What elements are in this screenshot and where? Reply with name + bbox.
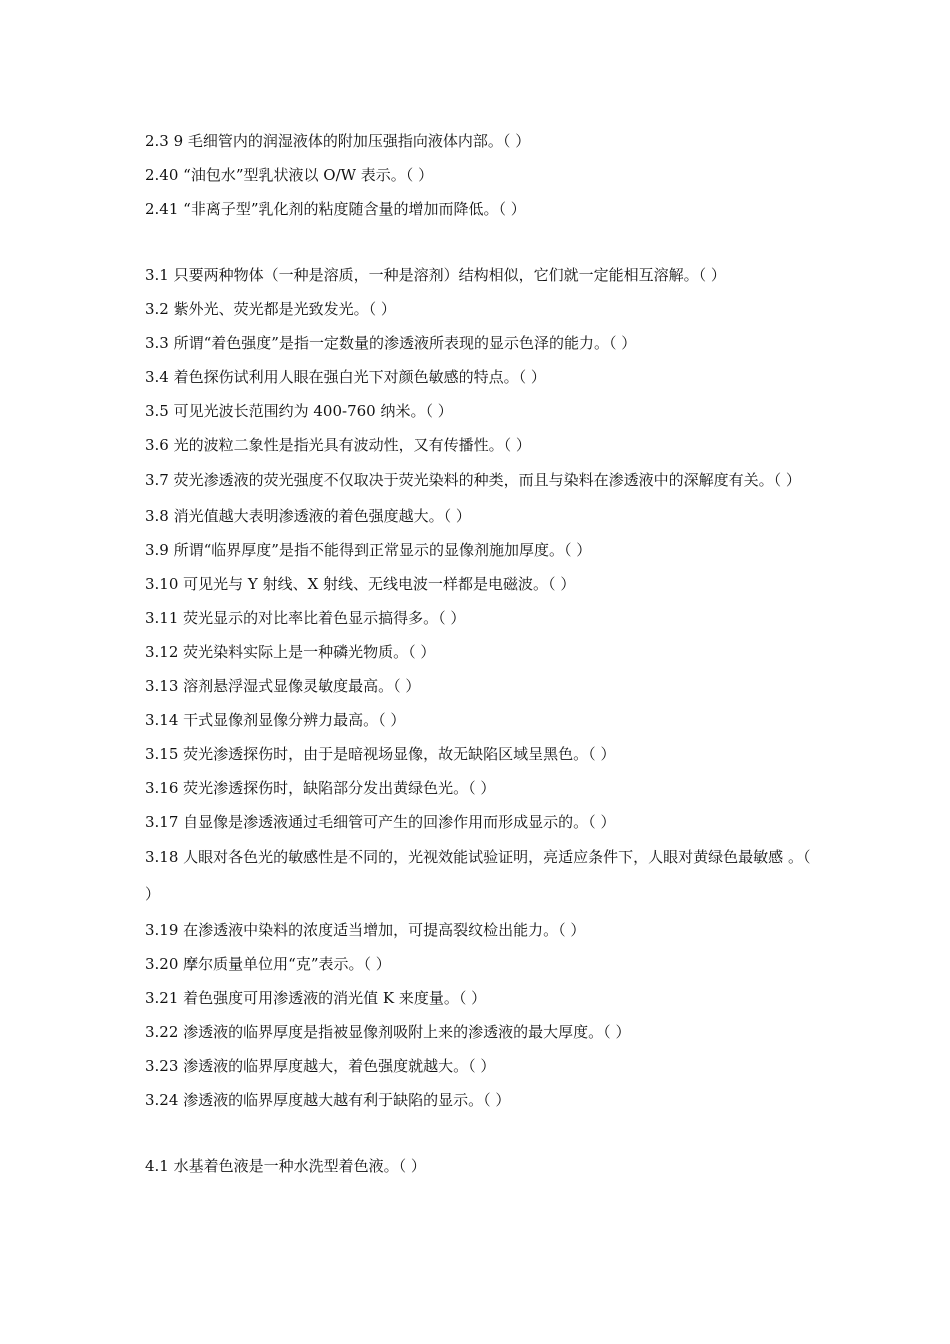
question-3-3: 3.3 所谓“着色强度”是指一定数量的渗透液所表现的显示色泽的能力。（ ）	[145, 334, 637, 352]
question-3-1: 3.1 只要两种物体（一种是溶质，一种是溶剂）结构相似，它们就一定能相互溶解。（ ）	[145, 266, 726, 284]
question-3-2: 3.2 紫外光、荧光都是光致发光。（ ）	[145, 300, 396, 318]
question-2-39: 2.3 9 毛细管内的润湿液体的附加压强指向液体内部。（ ）	[145, 132, 531, 150]
question-3-22: 3.22 渗透液的临界厚度是指被显像剂吸附上来的渗透液的最大厚度。（ ）	[145, 1023, 631, 1041]
question-3-9: 3.9 所谓“临界厚度”是指不能得到正常显示的显像剂施加厚度。（ ）	[145, 541, 592, 559]
question-3-19: 3.19 在渗透液中染料的浓度适当增加，可提高裂纹检出能力。（ ）	[145, 921, 586, 939]
section-gap	[145, 1117, 825, 1149]
question-3-24: 3.24 渗透液的临界厚度越大越有利于缺陷的显示。（ ）	[145, 1091, 511, 1109]
question-4-1: 4.1 水基着色液是一种水洗型着色液。（ ）	[145, 1157, 426, 1175]
question-3-7: 3.7 荧光渗透液的荧光强度不仅取决于荧光染料的种类，而且与染料在渗透液中的深解度有关。（ ）	[145, 471, 801, 489]
question-3-18: 3.18 人眼对各色光的敏感性是不同的，光视效能试验证明，亮适应条件下，人眼对黄绿色最敏感 。（ ）	[145, 848, 811, 903]
question-2-40: 2.40 “油包水”型乳状液以 O/W 表示。（ ）	[145, 166, 434, 184]
question-3-17: 3.17 自显像是渗透液通过毛细管可产生的回渗作用而形成显示的。（ ）	[145, 813, 616, 831]
question-3-11: 3.11 荧光显示的对比率比着色显示搞得多。（ ）	[145, 609, 466, 627]
question-3-20: 3.20 摩尔质量单位用“克”表示。（ ）	[145, 955, 391, 973]
question-3-12: 3.12 荧光染料实际上是一种磷光物质。（ ）	[145, 643, 436, 661]
question-3-16: 3.16 荧光渗透探伤时，缺陷部分发出黄绿色光。（ ）	[145, 779, 496, 797]
question-3-10: 3.10 可见光与 Y 射线、X 射线、无线电波一样都是电磁波。（ ）	[145, 575, 576, 593]
question-3-6: 3.6 光的波粒二象性是指光具有波动性，又有传播性。（ ）	[145, 436, 531, 454]
question-3-23: 3.23 渗透液的临界厚度越大，着色强度就越大。（ ）	[145, 1057, 496, 1075]
question-2-41: 2.41 “非离子型”乳化剂的粘度随含量的增加而降低。（ ）	[145, 200, 526, 218]
question-3-15: 3.15 荧光渗透探伤时，由于是暗视场显像，故无缺陷区域呈黑色。（ ）	[145, 745, 616, 763]
question-3-14: 3.14 干式显像剂显像分辨力最高。（ ）	[145, 711, 406, 729]
question-3-21: 3.21 着色强度可用渗透液的消光值 K 来度量。（ ）	[145, 989, 487, 1007]
question-3-5: 3.5 可见光波长范围约为 400-760 纳米。（ ）	[145, 402, 453, 420]
section-gap	[145, 226, 825, 258]
question-3-4: 3.4 着色探伤试利用人眼在强白光下对颜色敏感的特点。（ ）	[145, 368, 546, 386]
question-3-13: 3.13 溶剂悬浮湿式显像灵敏度最高。（ ）	[145, 677, 421, 695]
question-3-8: 3.8 消光值越大表明渗透液的着色强度越大。（ ）	[145, 507, 471, 525]
document-page	[145, 124, 825, 1183]
